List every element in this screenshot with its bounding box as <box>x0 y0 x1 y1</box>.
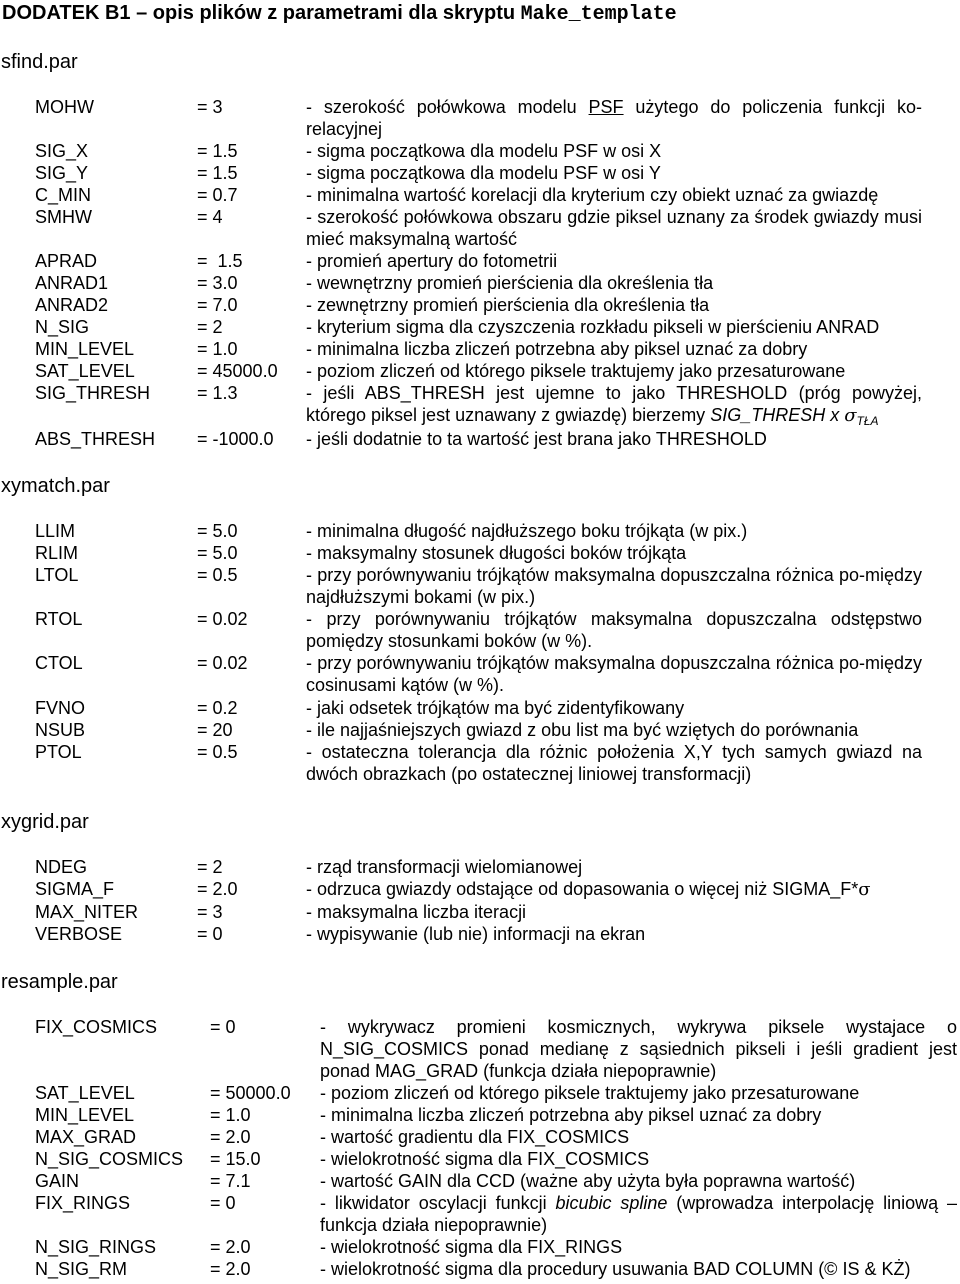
param-description: - przy porównywaniu trójkątów maksymalna dopuszczalna odstępstwo pomiędzy stosunkami boków (w %). <box>306 609 922 651</box>
param-row <box>0 697 960 719</box>
title-middle: – opis plików z parametrami dla skryptu <box>130 2 521 24</box>
param-value: = 2 <box>197 857 223 877</box>
param-description: - ostateczna tolerancja dla różnic położenia X,Y tych samych gwiazd na dwóch obrazkach (po ostatecznej liniowej transformacji) <box>306 742 922 784</box>
param-name: APRAD <box>35 251 98 271</box>
param-name: PTOL <box>35 742 82 762</box>
param-row <box>0 338 960 360</box>
param-value: = 3 <box>197 97 223 117</box>
param-row <box>0 1082 960 1104</box>
param-description: - ile najjaśniejszych gwiazd z obu list ma być wziętych do porównania <box>306 720 859 740</box>
param-row <box>0 206 960 249</box>
param-value: = 1.0 <box>197 339 238 359</box>
param-description: - minimalna wartość korelacji dla kryterium czy obiekt uznać za gwiazdę <box>306 185 879 205</box>
param-description: - jaki odsetek trójkątów ma być zidentyfikowany <box>306 698 685 718</box>
param-row <box>0 184 960 206</box>
param-value: = 1.5 <box>197 141 238 161</box>
param-row <box>0 608 960 651</box>
param-row <box>0 901 960 923</box>
param-name: NDEG <box>35 857 88 877</box>
param-description: - kryterium sigma dla czyszczenia rozkładu pikseli w pierścieniu ANRAD <box>306 317 880 337</box>
param-value: = 5.0 <box>197 543 238 563</box>
param-row <box>0 542 960 564</box>
param-description: - wypisywanie (lub nie) informacji na ekran <box>306 924 646 944</box>
param-name: C_MIN <box>35 185 92 205</box>
param-row <box>0 428 960 450</box>
param-row <box>0 1192 960 1235</box>
param-name: MAX_GRAD <box>35 1127 137 1147</box>
param-name: MOHW <box>35 97 94 117</box>
param-description: - rząd transformacji wielomianowej <box>306 857 583 877</box>
param-description: - szerokość połówkowa modelu PSF użytego do policzenia funkcji ko-relacyjnej <box>306 97 922 139</box>
param-value: = 0 <box>197 924 223 944</box>
param-name: ANRAD1 <box>35 273 109 293</box>
param-description: - jeśli ABS_THRESH jest ujemne to jako THRESHOLD (próg powyżej, którego piksel jest uznawany z gwiazdę) bierzemy SIG_THRESH x $\sigma_{TŁA}$ <box>306 383 922 428</box>
param-description: - wartość gradientu dla FIX_COSMICS <box>320 1127 630 1147</box>
param-value: = 2 <box>197 317 223 337</box>
param-row <box>0 1016 960 1081</box>
param-description: - poziom zliczeń od którego piksele traktujemy jako przesaturowane <box>306 361 846 381</box>
param-row <box>0 360 960 382</box>
param-value: = 3 <box>197 902 223 922</box>
param-row <box>0 1170 960 1192</box>
param-value: = 1.0 <box>210 1105 251 1125</box>
param-row <box>0 294 960 316</box>
param-value: = 7.1 <box>210 1171 251 1191</box>
param-value: = 50000.0 <box>210 1083 291 1103</box>
param-row <box>0 1236 960 1258</box>
param-name: LLIM <box>35 521 76 541</box>
param-value: = 2.0 <box>210 1237 251 1257</box>
param-name: SAT_LEVEL <box>35 361 135 381</box>
param-row <box>0 1258 960 1280</box>
param-description: - wartość GAIN dla CCD (ważne aby użyta była poprawna wartość) <box>320 1171 856 1191</box>
param-description: - szerokość połówkowa obszaru gdzie piksel uznany za środek gwiazdy musi mieć maksymalną wartość <box>306 207 922 249</box>
param-value: = 0 <box>210 1017 236 1037</box>
param-value: = 0 <box>210 1193 236 1213</box>
sigma-symbol: σ <box>844 405 857 426</box>
param-value: = 1.5 <box>197 163 238 183</box>
param-row <box>0 316 960 338</box>
param-description: - sigma początkowa dla modelu PSF w osi X <box>306 141 662 161</box>
param-description: - zewnętrzny promień pierścienia dla określenia tła <box>306 295 710 315</box>
param-description: - wykrywacz promieni kosmicznych, wykrywa piksele wystajace o N_SIG_COSMICS ponad medianę z sąsiednich pikseli i jeśli gradient jest ponad MAG_GRAD (funkcja działa niepoprawnie) <box>320 1017 957 1081</box>
param-name: LTOL <box>35 565 79 585</box>
title-script-name: Make_template <box>520 3 677 26</box>
param-value: = 7.0 <box>197 295 238 315</box>
param-value: = 0.02 <box>197 609 248 629</box>
param-description: - likwidator oscylacji funkcji bicubic spline (wprowadza interpolację liniową – funkcja działa niepoprawnie) <box>320 1193 957 1235</box>
param-description: - sigma początkowa dla modelu PSF w osi Y <box>306 163 661 183</box>
param-name: MAX_NITER <box>35 902 139 922</box>
param-description: - poziom zliczeń od którego piksele traktujemy jako przesaturowane <box>320 1083 860 1103</box>
param-description: - wielokrotność sigma dla FIX_COSMICS <box>320 1149 650 1169</box>
title-prefix: DODATEK B1 <box>2 2 131 24</box>
section-heading-sfind: sfind.par <box>1 51 78 73</box>
param-row <box>0 652 960 695</box>
param-name: N_SIG <box>35 317 90 337</box>
param-row <box>0 1148 960 1170</box>
param-description: - przy porównywaniu trójkątów maksymalna dopuszczalna różnica po-między cosinusami kątów (w %). <box>306 653 922 695</box>
param-value: = 45000.0 <box>197 361 278 381</box>
param-row <box>0 96 960 139</box>
param-name: MIN_LEVEL <box>35 1105 135 1125</box>
param-name: SIG_THRESH <box>35 383 151 403</box>
param-value: = 2.0 <box>210 1259 251 1279</box>
param-value: = 2.0 <box>197 879 238 899</box>
param-description: - przy porównywaniu trójkątów maksymalna dopuszczalna różnica po-między najdłuższymi bokami (w pix.) <box>306 565 922 607</box>
param-row <box>0 520 960 542</box>
section-heading-resample: resample.par <box>1 971 118 993</box>
section-heading-xygrid: xygrid.par <box>1 811 89 833</box>
param-name: VERBOSE <box>35 924 123 944</box>
param-row <box>0 719 960 741</box>
param-value: = 1.3 <box>197 383 238 403</box>
param-name: SIG_Y <box>35 163 89 183</box>
param-value: = -1000.0 <box>197 429 274 449</box>
param-row <box>0 564 960 607</box>
param-description: - wielokrotność sigma dla FIX_RINGS <box>320 1237 623 1257</box>
param-row <box>0 741 960 784</box>
param-row <box>0 250 960 272</box>
param-description: - promień apertury do fotometrii <box>306 251 558 271</box>
param-name: N_SIG_RM <box>35 1259 128 1279</box>
param-row <box>0 1126 960 1148</box>
param-name: N_SIG_RINGS <box>35 1237 157 1257</box>
param-value: = 20 <box>197 720 233 740</box>
param-name: RLIM <box>35 543 79 563</box>
param-description: - minimalna liczba zliczeń potrzebna aby piksel uznać za dobry <box>320 1105 822 1125</box>
param-value: = 15.0 <box>210 1149 261 1169</box>
param-value: = 0.5 <box>197 742 238 762</box>
param-name: ANRAD2 <box>35 295 109 315</box>
param-description: - minimalna długość najdłuższego boku trójkąta (w pix.) <box>306 521 748 541</box>
param-name: N_SIG_COSMICS <box>35 1149 184 1169</box>
param-value: = 1.5 <box>197 251 243 271</box>
param-value: = 3.0 <box>197 273 238 293</box>
param-name: SIG_X <box>35 141 89 161</box>
param-name: GAIN <box>35 1171 80 1191</box>
param-row <box>0 140 960 162</box>
param-row <box>0 923 960 945</box>
param-row <box>0 382 960 428</box>
param-name: MIN_LEVEL <box>35 339 135 359</box>
param-description: - jeśli dodatnie to ta wartość jest brana jako THRESHOLD <box>306 429 767 449</box>
param-value: = 0.2 <box>197 698 238 718</box>
param-row <box>0 162 960 184</box>
param-description: - minimalna liczba zliczeń potrzebna aby piksel uznać za dobry <box>306 339 808 359</box>
param-row <box>0 1104 960 1126</box>
param-name: FIX_COSMICS <box>35 1017 158 1037</box>
param-value: = 0.5 <box>197 565 238 585</box>
param-value: = 5.0 <box>197 521 238 541</box>
param-description: - odrzuca gwiazdy odstające od dopasowania o więcej niż SIGMA_F*σ <box>306 879 871 900</box>
param-name: CTOL <box>35 653 83 673</box>
section-heading-xymatch: xymatch.par <box>1 475 110 497</box>
param-row <box>0 856 960 878</box>
sigma-symbol: σ <box>858 879 871 900</box>
param-value: = 0.7 <box>197 185 238 205</box>
param-description: - wewnętrzny promień pierścienia dla określenia tła <box>306 273 714 293</box>
param-name: SAT_LEVEL <box>35 1083 135 1103</box>
param-name: ABS_THRESH <box>35 429 156 449</box>
param-value: = 4 <box>197 207 223 227</box>
param-name: FVNO <box>35 698 86 718</box>
param-value: = 0.02 <box>197 653 248 673</box>
param-row <box>0 272 960 294</box>
param-name: RTOL <box>35 609 83 629</box>
param-name: FIX_RINGS <box>35 1193 131 1213</box>
param-name: SIGMA_F <box>35 879 115 899</box>
param-description: - maksymalna liczba iteracji <box>306 902 527 922</box>
param-name: NSUB <box>35 720 86 740</box>
param-name: SMHW <box>35 207 92 227</box>
param-description: - maksymalny stosunek długości boków trójkąta <box>306 543 687 563</box>
param-row <box>0 878 960 900</box>
page-title <box>2 0 677 28</box>
param-value: = 2.0 <box>210 1127 251 1147</box>
param-description: - wielokrotność sigma dla procedury usuwania BAD COLUMN (© IS & KŻ) <box>320 1259 911 1279</box>
